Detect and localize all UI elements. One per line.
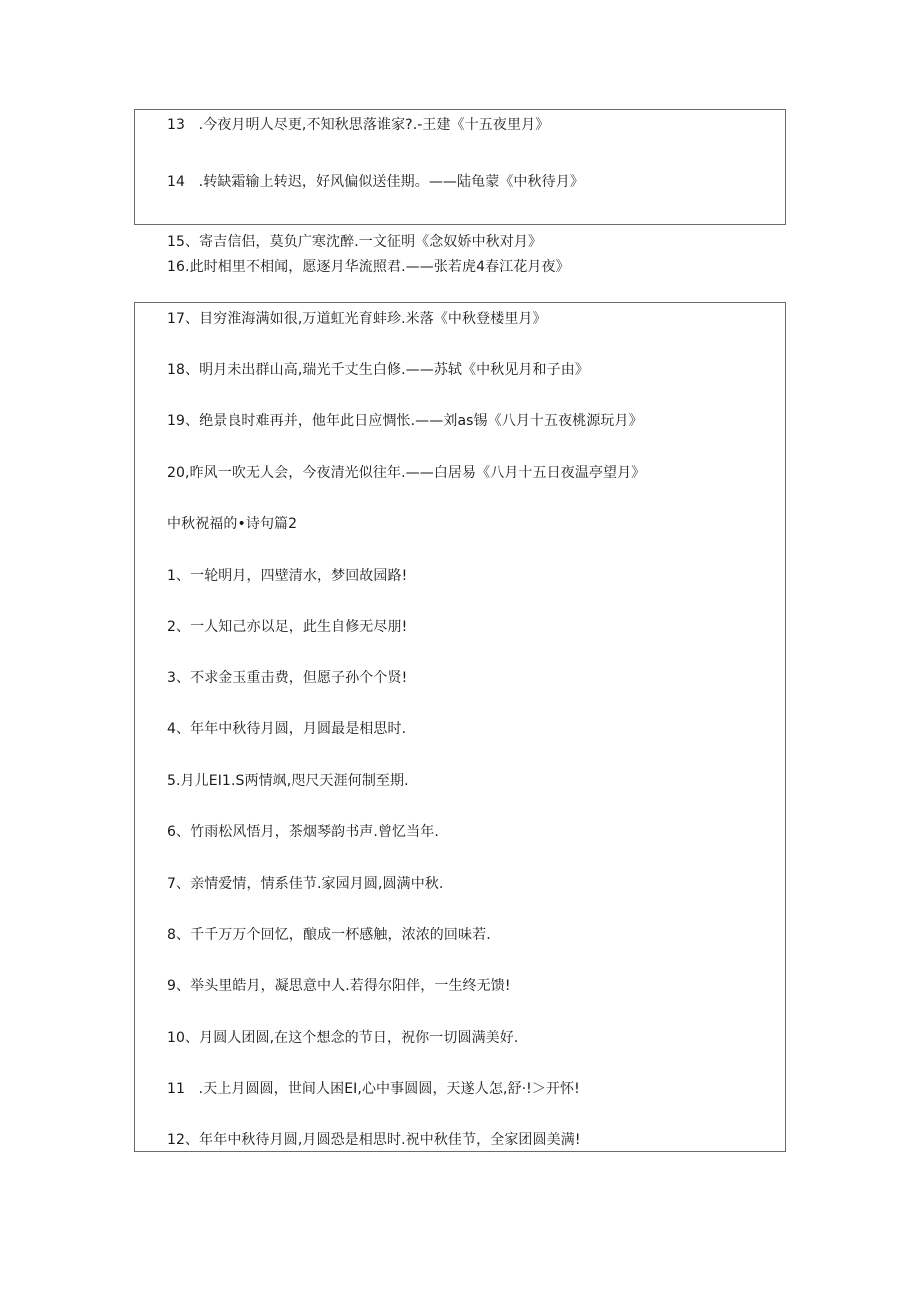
blessing-item-1: 1、一轮明月，四壁清水，梦回故园路! [167, 568, 408, 584]
blessing-item-3: 3、不求金玉重击费，但愿子孙个个贤! [167, 670, 408, 686]
blessing-item-6: 6、竹雨松风悟月，茶烟琴韵书声.曾忆当年. [167, 824, 439, 840]
blessing-item-5: 5.月儿EI1.S两情飒,咫尺天涯何制至期. [167, 773, 409, 789]
poem-line-14: 14 .转缺霜输上转迟，好风偏似送佳期。——陆龟蒙《中秋待月》 [167, 174, 584, 190]
section-heading: 中秋祝福的•诗句篇2 [167, 516, 298, 532]
poem-line-19: 19、绝景良时难再并，他年此日应惆怅.——刘as锡《八月十五夜桃源玩月》 [167, 413, 643, 429]
blessing-item-4: 4、年年中秋待月圆，月圆最是相思时. [167, 721, 407, 737]
blessing-item-10: 10、月圆人团圆,在这个想念的节日，祝你一切圆满美好. [167, 1030, 519, 1046]
blessing-item-11: 11 .天上月圆圆，世间人困EI,心中事圆圆，天遂人怎,舒·!＞开怀! [167, 1081, 580, 1097]
blessing-item-9: 9、举头里皓月，凝思意中人.若得尔阳伴，一生终无馈! [167, 978, 511, 994]
poem-line-16: 16.此时相里不相闻，愿逐月华流照君.——张若虎4春江花月夜》 [167, 259, 570, 275]
blessing-item-7: 7、亲情爱情，情系佳节.家园月圆,圆满中秋. [167, 876, 444, 892]
poem-line-15: 15、寄吉信侣，莫负广寒沈醉.一文征明《念奴娇中秋对月》 [167, 234, 543, 250]
blessing-item-2: 2、一人知己亦以足，此生自修无尽朋! [167, 619, 408, 635]
blessing-item-8: 8、千千万万个回忆，酿成一杯感触，浓浓的回味若. [167, 927, 491, 943]
poem-line-13: 13 .今夜月明人尽更,不知秋思落谁家?.-王建《十五夜里月》 [167, 117, 550, 133]
poem-line-18: 18、明月未出群山高,瑞光千丈生白修.——苏轼《中秋见月和子由》 [167, 362, 589, 378]
poem-line-17: 17、目穷淮海满如很,万道虹光育蚌珍.米落《中秋登楼里月》 [167, 311, 547, 327]
blessing-item-12: 12、年年中秋待月圆,月圆恐是相思时.祝中秋佳节，全家团圆美满! [167, 1132, 581, 1148]
poem-line-20: 20,昨风一吹无人会，今夜清光似往年.——白居易《八月十五日夜温亭望月》 [167, 465, 646, 481]
